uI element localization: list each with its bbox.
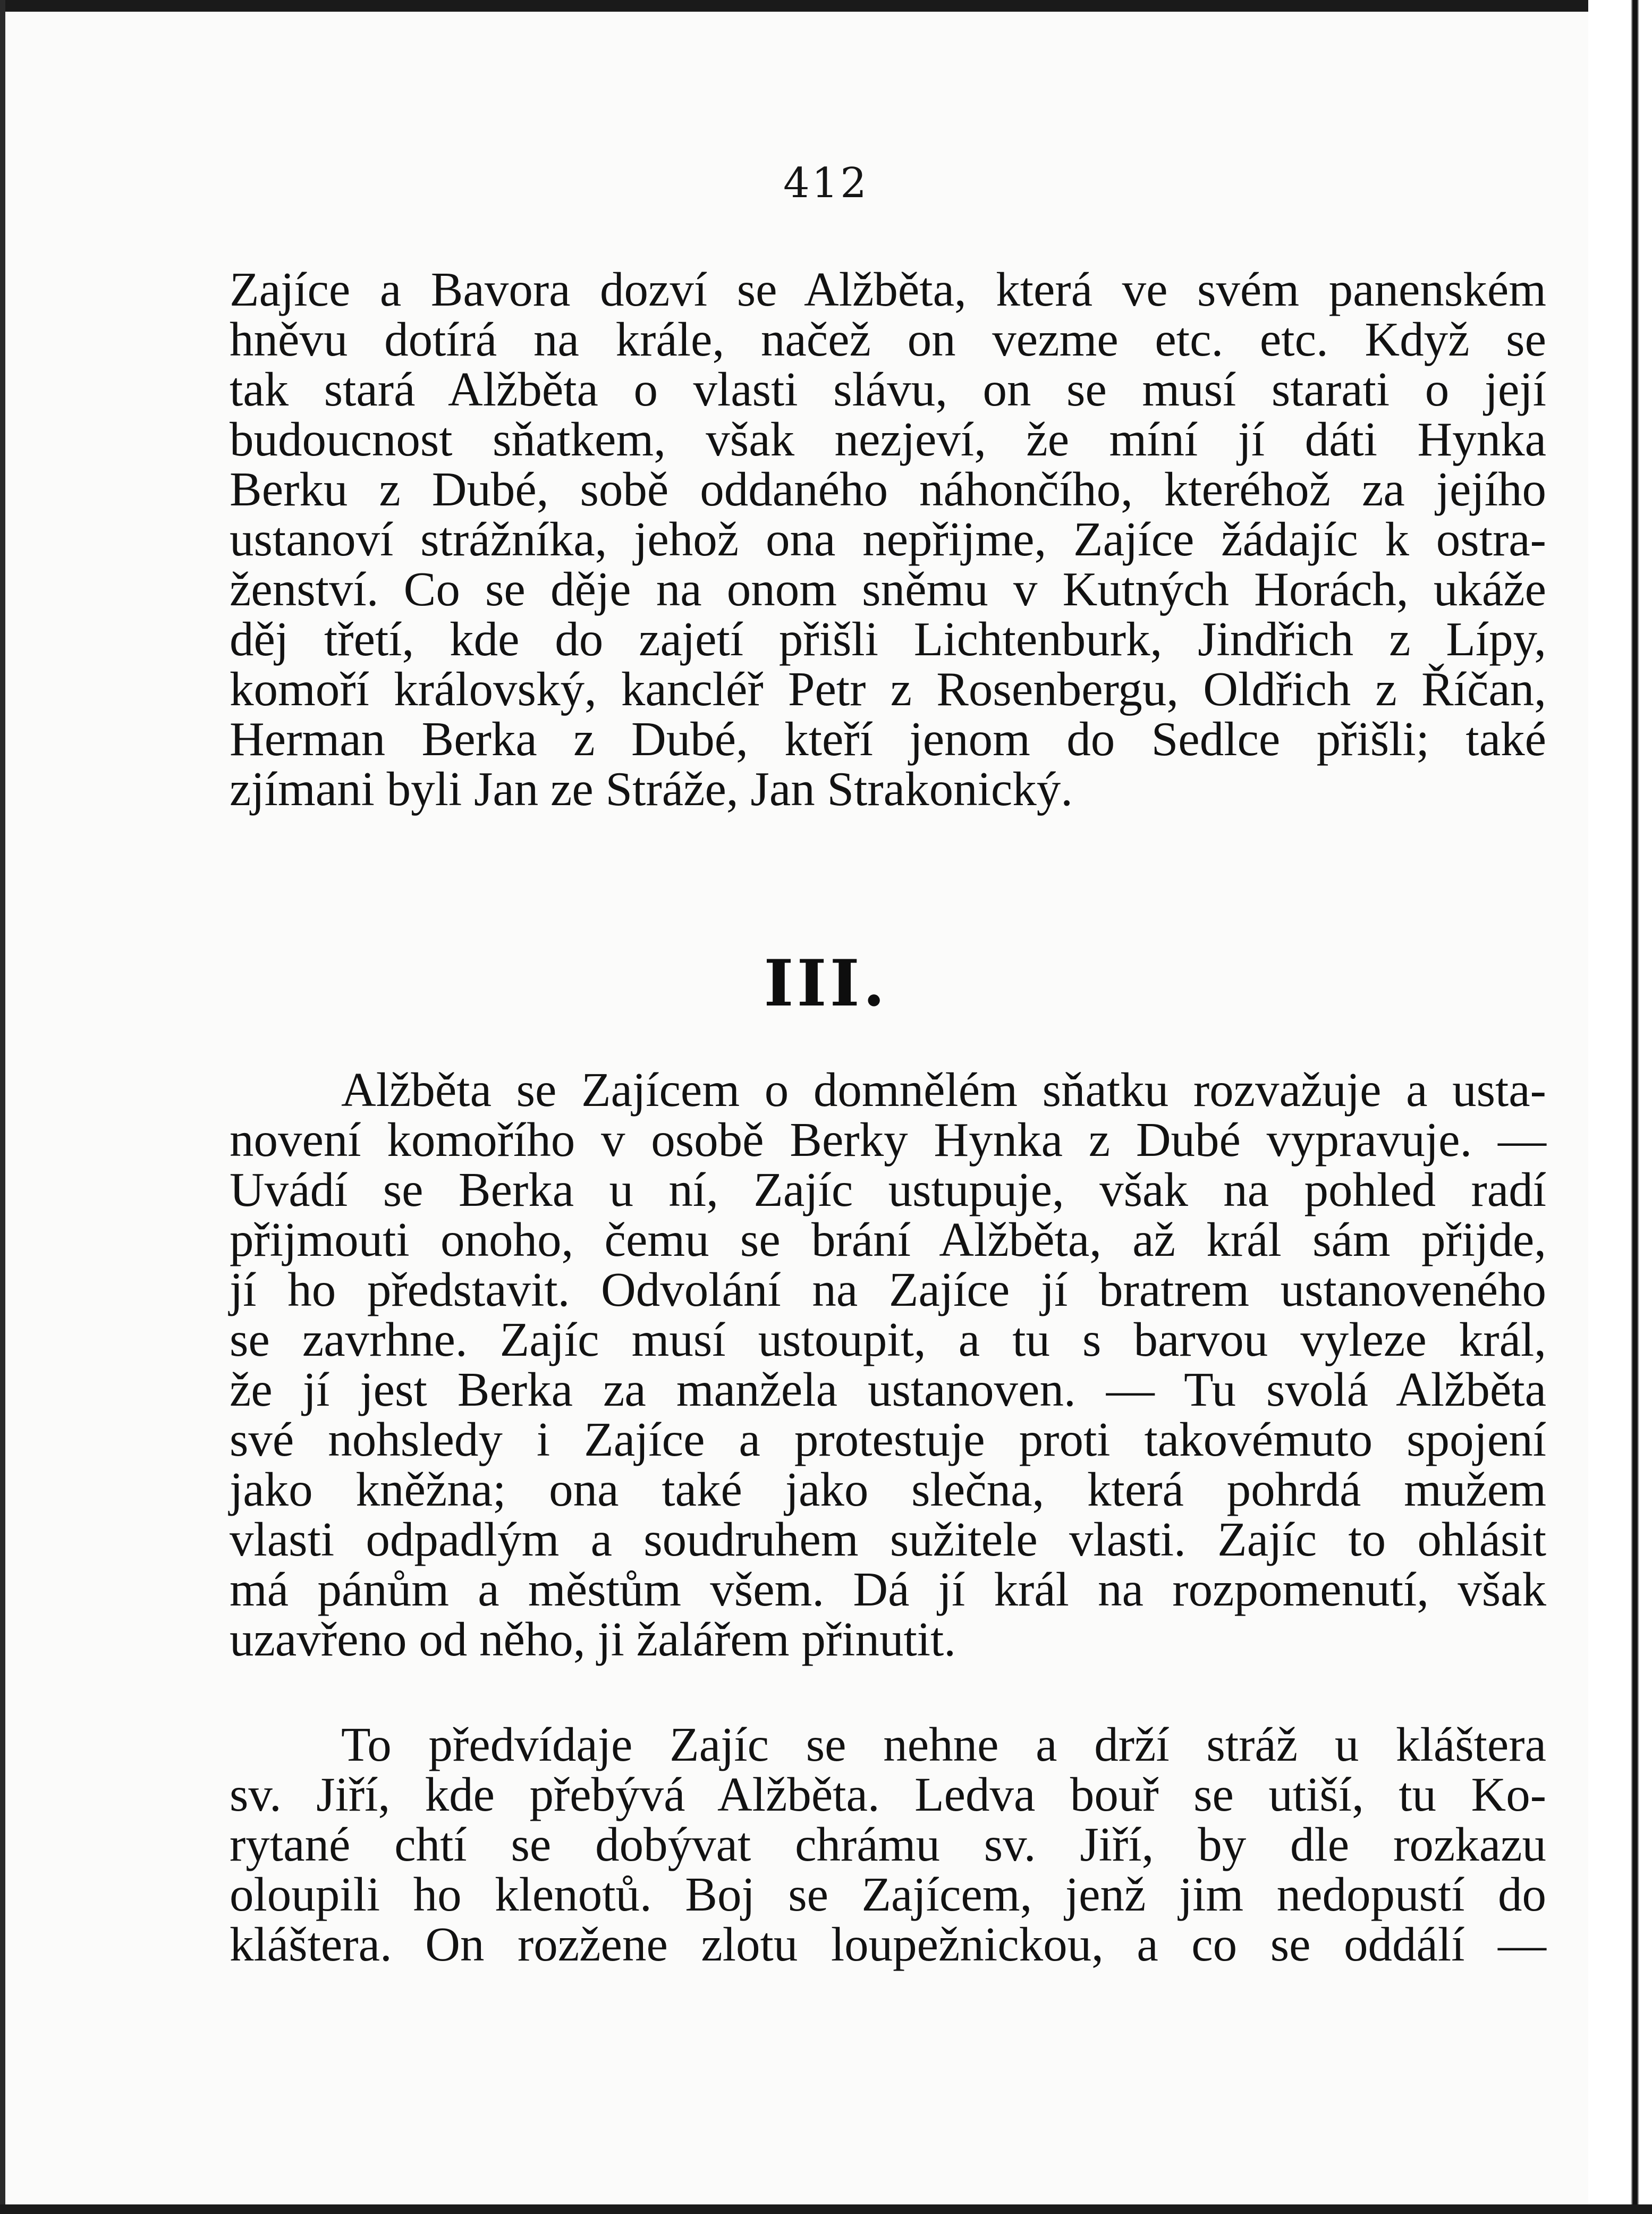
- text-line: Herman Berka z Dubé, kteří jenom do Sedlce přišli; také: [230, 712, 1546, 766]
- text-line: Uvádí se Berka u ní, Zajíc ustupuje, však na pohled radí: [230, 1163, 1546, 1216]
- text-line: ustanoví strážníka, jehož ona nepřijme, Zajíce žádajíc k ostra-: [230, 512, 1546, 566]
- text-line: budoucnost sňatkem, však nezjeví, že míní jí dáti Hynka: [230, 412, 1546, 466]
- text-line: zjímani byli Jan ze Stráže, Jan Strakonický.: [230, 762, 1073, 816]
- text-line: má pánům a městům všem. Dá jí král na rozpomenutí, však: [230, 1562, 1546, 1616]
- paragraph-1: [230, 265, 1546, 814]
- text-line: oloupili ho klenotů. Boj se Zajícem, jenž jim nedopustí do: [230, 1867, 1546, 1921]
- text-line: jí ho představit. Odvolání na Zajíce jí bratrem ustanoveného: [230, 1263, 1546, 1316]
- page-number: 412: [783, 159, 869, 207]
- paragraph-3: [230, 1720, 1546, 1970]
- text-line: jako kněžna; ona také jako slečna, která pohrdá mužem: [230, 1463, 1546, 1516]
- text-line: novení komořího v osobě Berky Hynka z Dubé vypravuje. —: [230, 1113, 1546, 1167]
- text-line: své nohsledy i Zajíce a protestuje proti takovémuto spojení: [230, 1413, 1546, 1466]
- section-heading: III.: [764, 946, 888, 1021]
- text-line: děj třetí, kde do zajetí přišli Lichtenburk, Jindřich z Lípy,: [230, 612, 1546, 666]
- text-line: tak stará Alžběta o vlasti slávu, on se musí starati o její: [230, 362, 1546, 416]
- paragraph-2: [230, 1065, 1546, 1664]
- text-line: To předvídaje Zajíc se nehne a drží stráž u kláštera: [341, 1718, 1546, 1771]
- text-line: se zavrhne. Zajíc musí ustoupit, a tu s barvou vyleze král,: [230, 1313, 1546, 1366]
- scan-edge-bottom: [0, 2204, 1652, 2214]
- text-line: Berku z Dubé, sobě oddaného náhončího, kteréhož za jejího: [230, 462, 1546, 516]
- scan-edge-right: [1588, 0, 1652, 2214]
- text-line: sv. Jiří, kde přebývá Alžběta. Ledva bouř se utiší, tu Ko-: [230, 1768, 1546, 1821]
- text-line: hněvu dotírá na krále, načež on vezme etc. etc. Když se: [230, 312, 1546, 366]
- text-line: ženství. Co se děje na onom sněmu v Kutných Horách, ukáže: [230, 562, 1546, 616]
- text-line: rytané chtí se dobývat chrámu sv. Jiří, by dle rozkazu: [230, 1818, 1546, 1871]
- text-line: uzavřeno od něho, ji žalářem přinutit.: [230, 1612, 956, 1666]
- scan-edge-top: [0, 0, 1652, 12]
- text-line: Zajíce a Bavora dozví se Alžběta, která ve svém panenském: [230, 263, 1546, 316]
- text-line: kláštera. On rozžene zlotu loupežnickou, a co se oddálí —: [230, 1917, 1546, 1971]
- text-line: Alžběta se Zajícem o domnělém sňatku rozvažuje a usta-: [341, 1063, 1546, 1117]
- text-line: komoří královský, kancléř Petr z Rosenbergu, Oldřich z Říčan,: [230, 662, 1546, 716]
- text-line: že jí jest Berka za manžela ustanoven. — Tu svolá Alžběta: [230, 1363, 1546, 1416]
- scan-edge-left: [0, 0, 5, 2214]
- text-line: přijmouti onoho, čemu se brání Alžběta, až král sám přijde,: [230, 1213, 1546, 1266]
- text-line: vlasti odpadlým a soudruhem sužitele vlasti. Zajíc to ohlásit: [230, 1512, 1546, 1566]
